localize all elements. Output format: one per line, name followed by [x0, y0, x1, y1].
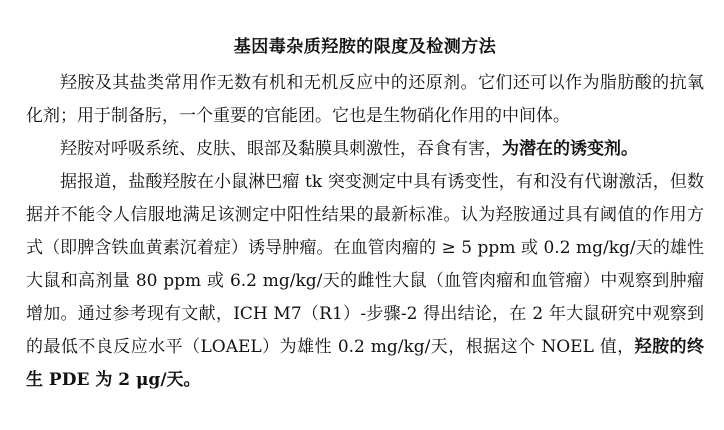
paragraph-2-highlight: 为潜在的诱变剂。: [502, 139, 638, 159]
paragraph-2-text: 羟胺对呼吸系统、皮肤、眼部及黏膜具刺激性，吞食有害，: [60, 139, 502, 159]
paragraph-3: [26, 166, 704, 397]
paragraph-1-text: 羟胺及其盐类常用作无数有机和无机反应中的还原剂。它们还可以作为脂肪酸的抗氧化剂；用于制备肟，一个重要的官能团。它也是生物硝化作用的中间体。: [26, 73, 704, 126]
paragraph-3-text: 据报道，盐酸羟胺在小鼠淋巴瘤 tk 突变测定中具有诱变性，有和没有代谢激活，但数据并不能令人信服地满足该测定中阳性结果的最新标准。认为羟胺通过具有阈值的作用方式（即脾含铁血黄素沉着症）诱导肿瘤。在血管肉瘤的 ≥ 5 ppm 或 0.2 mg/kg/天的雄性大鼠和高剂量 80 ppm 或 6.2 mg/kg/天的雌性大鼠（血管肉瘤和血管瘤）中观察到肿瘤增加。通过参考现有文献，ICH M7（R1）-步骤-2 得出结论，在 2 年大鼠研究中观察到的最低不良反应水平（LOAEL）为雄性 0.2 mg/kg/天，根据这个 NOEL 值，: [26, 172, 704, 357]
paragraph-3-highlight: 羟胺的终生 PDE 为 2 μg/天。: [26, 337, 704, 390]
paragraph-1: [26, 67, 704, 133]
document-title: 基因毒杂质羟胺的限度及检测方法: [233, 37, 497, 57]
paragraph-2: [26, 133, 704, 166]
